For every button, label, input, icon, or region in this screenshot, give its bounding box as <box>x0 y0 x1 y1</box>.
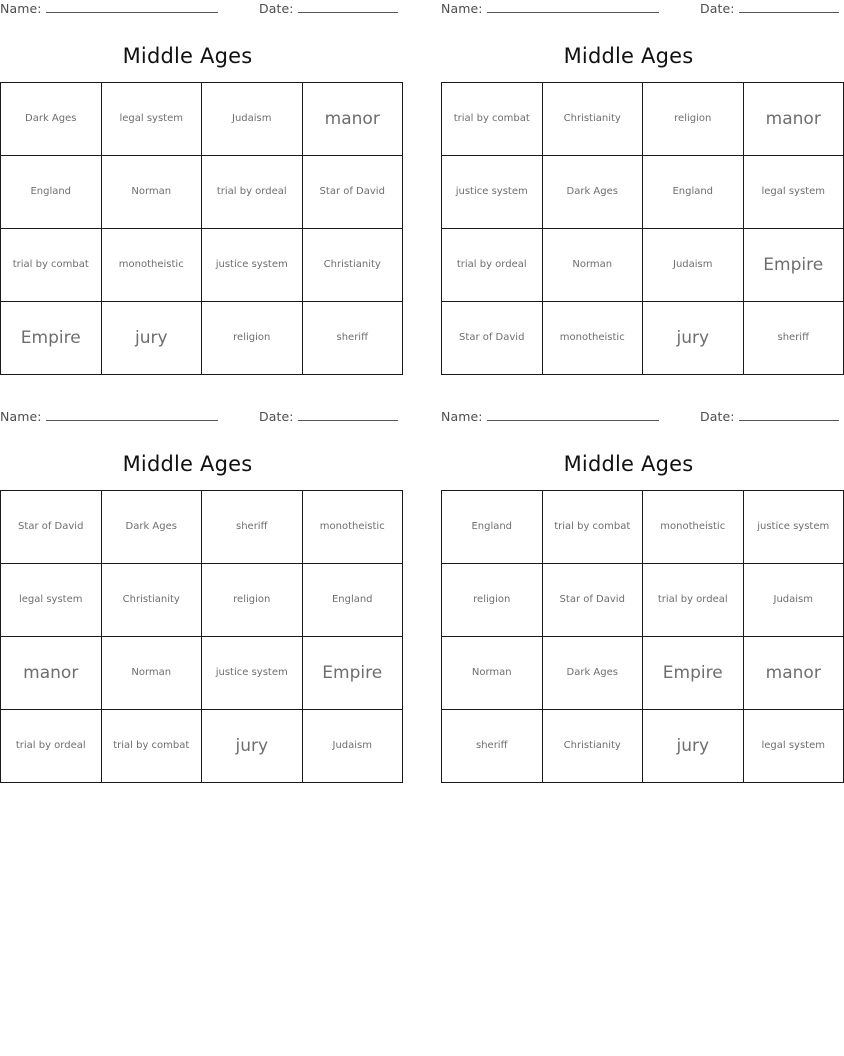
bingo-cell[interactable]: justice system <box>743 491 844 564</box>
bingo-cell[interactable]: jury <box>202 710 303 783</box>
bingo-row <box>1 302 403 375</box>
bingo-cell[interactable]: jury <box>643 710 744 783</box>
bingo-row <box>1 156 403 229</box>
bingo-cell[interactable]: jury <box>643 302 744 375</box>
bingo-cell[interactable]: Star of David <box>442 302 543 375</box>
name-field-group[interactable] <box>441 408 659 424</box>
bingo-cell[interactable]: Dark Ages <box>542 156 643 229</box>
name-input-line[interactable] <box>487 0 659 13</box>
bingo-cell[interactable]: sheriff <box>442 710 543 783</box>
name-label: Name: <box>441 409 483 424</box>
card-title: Middle Ages <box>122 452 253 476</box>
bingo-grid <box>441 490 844 783</box>
bingo-cell[interactable]: trial by ordeal <box>202 156 303 229</box>
bingo-card-2 <box>441 0 825 375</box>
bingo-grid <box>0 490 403 783</box>
bingo-cell[interactable]: manor <box>743 83 844 156</box>
bingo-row <box>1 491 403 564</box>
bingo-cell[interactable]: Norman <box>442 637 543 710</box>
date-field-group[interactable] <box>259 408 398 424</box>
bingo-cell[interactable]: trial by combat <box>1 229 102 302</box>
bingo-cell[interactable]: sheriff <box>743 302 844 375</box>
date-label: Date: <box>259 1 294 16</box>
bingo-row <box>1 710 403 783</box>
bingo-row <box>442 156 844 229</box>
name-label: Name: <box>441 1 483 16</box>
bingo-grid-body <box>442 83 844 375</box>
bingo-cell[interactable]: legal system <box>743 156 844 229</box>
bingo-grid-body <box>1 83 403 375</box>
bingo-cell[interactable]: Christianity <box>542 83 643 156</box>
bingo-card-4 <box>441 408 830 783</box>
bingo-grid <box>441 82 844 375</box>
bingo-cell[interactable]: trial by ordeal <box>442 229 543 302</box>
date-field-group[interactable] <box>259 0 398 16</box>
bingo-cell[interactable]: trial by combat <box>101 710 202 783</box>
name-input-line[interactable] <box>46 408 218 421</box>
bingo-cell[interactable]: England <box>1 156 102 229</box>
bingo-row <box>1 637 403 710</box>
bingo-cell[interactable]: legal system <box>1 564 102 637</box>
name-input-line[interactable] <box>487 408 659 421</box>
bingo-cell[interactable]: Star of David <box>1 491 102 564</box>
bingo-cell[interactable]: Star of David <box>302 156 403 229</box>
bingo-grid <box>0 82 403 375</box>
bingo-grid-body <box>442 491 844 783</box>
card-title: Middle Ages <box>563 452 694 476</box>
bingo-row <box>442 491 844 564</box>
name-label: Name: <box>0 409 42 424</box>
bingo-cell[interactable]: Empire <box>643 637 744 710</box>
bingo-cell[interactable]: monotheistic <box>542 302 643 375</box>
bingo-cell[interactable]: legal system <box>743 710 844 783</box>
bingo-cell[interactable]: sheriff <box>202 491 303 564</box>
date-field-group[interactable] <box>700 0 839 16</box>
name-date-row <box>0 408 375 430</box>
bingo-row <box>442 229 844 302</box>
name-label: Name: <box>0 1 42 16</box>
name-date-row <box>441 408 816 430</box>
bingo-grid-body <box>1 491 403 783</box>
bingo-cell[interactable]: trial by ordeal <box>1 710 102 783</box>
date-label: Date: <box>700 1 735 16</box>
bingo-cell[interactable]: Empire <box>302 637 403 710</box>
bingo-row <box>442 564 844 637</box>
bingo-cell[interactable]: religion <box>202 564 303 637</box>
bingo-cell[interactable]: Dark Ages <box>1 83 102 156</box>
bingo-cell[interactable]: religion <box>202 302 303 375</box>
bingo-cell[interactable]: manor <box>1 637 102 710</box>
bingo-cell[interactable]: trial by combat <box>442 83 543 156</box>
bingo-cell[interactable]: monotheistic <box>302 491 403 564</box>
date-input-line[interactable] <box>298 0 398 13</box>
bingo-cell[interactable]: justice system <box>442 156 543 229</box>
bingo-row <box>442 710 844 783</box>
bingo-cell[interactable]: Christianity <box>101 564 202 637</box>
bingo-row <box>1 229 403 302</box>
bingo-row <box>442 637 844 710</box>
bingo-row <box>442 83 844 156</box>
card-title: Middle Ages <box>122 44 253 68</box>
name-date-row <box>441 0 816 22</box>
bingo-cell[interactable]: religion <box>643 83 744 156</box>
name-field-group[interactable] <box>0 408 218 424</box>
bingo-cell[interactable]: Norman <box>101 156 202 229</box>
card-title: Middle Ages <box>563 44 694 68</box>
bingo-cell[interactable]: sheriff <box>302 302 403 375</box>
date-input-line[interactable] <box>739 408 839 421</box>
bingo-cell[interactable]: Empire <box>743 229 844 302</box>
bingo-row <box>1 564 403 637</box>
bingo-cell[interactable]: Judaism <box>202 83 303 156</box>
bingo-cell[interactable]: legal system <box>101 83 202 156</box>
date-label: Date: <box>700 409 735 424</box>
bingo-cell[interactable]: justice system <box>202 637 303 710</box>
name-input-line[interactable] <box>46 0 218 13</box>
bingo-cell[interactable]: Star of David <box>542 564 643 637</box>
bingo-cell[interactable]: Judaism <box>643 229 744 302</box>
bingo-cell[interactable]: Judaism <box>743 564 844 637</box>
bingo-cell[interactable]: jury <box>101 302 202 375</box>
bingo-cell[interactable]: Norman <box>542 229 643 302</box>
bingo-cell[interactable]: England <box>643 156 744 229</box>
bingo-row <box>442 302 844 375</box>
bingo-card-1 <box>0 0 385 375</box>
name-date-row <box>0 0 375 22</box>
bingo-cell[interactable]: Dark Ages <box>101 491 202 564</box>
bingo-cell[interactable]: religion <box>442 564 543 637</box>
bingo-cell[interactable]: Dark Ages <box>542 637 643 710</box>
bingo-cell[interactable]: monotheistic <box>643 491 744 564</box>
bingo-cell[interactable]: Christianity <box>302 229 403 302</box>
bingo-cell[interactable]: trial by combat <box>542 491 643 564</box>
bingo-card-3 <box>0 408 385 783</box>
bingo-cell[interactable]: manor <box>743 637 844 710</box>
bingo-cell[interactable]: manor <box>302 83 403 156</box>
bingo-cell[interactable]: trial by ordeal <box>643 564 744 637</box>
bingo-row <box>1 83 403 156</box>
date-label: Date: <box>259 409 294 424</box>
bingo-cell[interactable]: Empire <box>1 302 102 375</box>
bingo-cell[interactable]: England <box>302 564 403 637</box>
bingo-cell[interactable]: monotheistic <box>101 229 202 302</box>
date-field-group[interactable] <box>700 408 839 424</box>
date-input-line[interactable] <box>739 0 839 13</box>
bingo-cell[interactable]: Judaism <box>302 710 403 783</box>
bingo-cell[interactable]: Christianity <box>542 710 643 783</box>
name-field-group[interactable] <box>441 0 659 16</box>
bingo-cell[interactable]: England <box>442 491 543 564</box>
bingo-cell[interactable]: justice system <box>202 229 303 302</box>
date-input-line[interactable] <box>298 408 398 421</box>
name-field-group[interactable] <box>0 0 218 16</box>
bingo-cell[interactable]: Norman <box>101 637 202 710</box>
